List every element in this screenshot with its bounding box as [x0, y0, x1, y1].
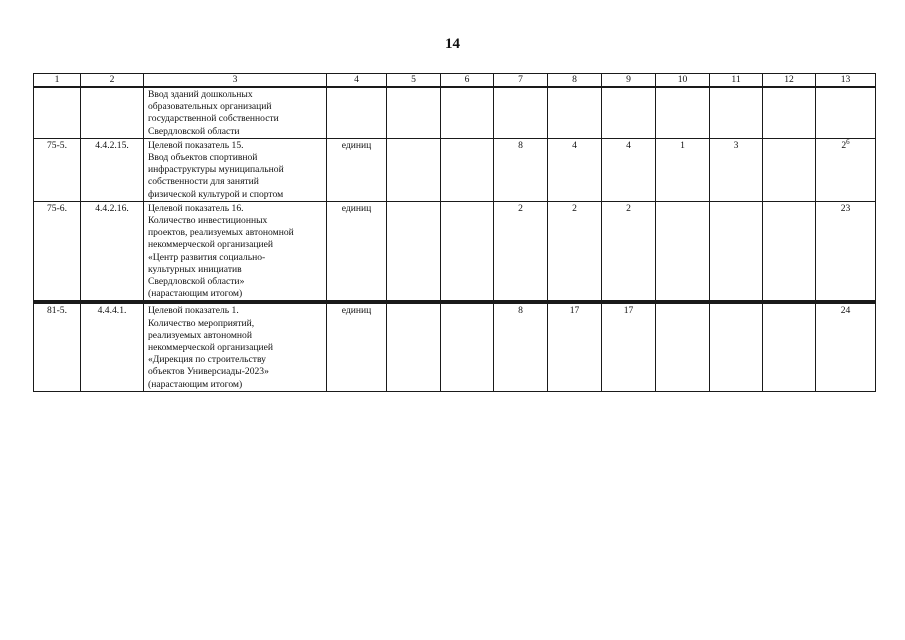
table-row: [34, 87, 876, 138]
column-number: 7: [494, 74, 548, 88]
row-number: 75-6.: [34, 201, 81, 301]
value-cell: [441, 201, 494, 301]
description-line: Свердловской области»: [148, 276, 245, 288]
column-number: 5: [387, 74, 441, 88]
value-cell: [548, 87, 602, 138]
footnote-mark: 6: [846, 138, 850, 146]
row-number: [34, 87, 81, 138]
description-line: (нарастающим итогом): [148, 288, 243, 300]
row-description: [144, 201, 327, 301]
column-number: 10: [656, 74, 710, 88]
description-line: некоммерческой организацией: [148, 342, 273, 354]
row-unit: [327, 87, 387, 138]
column-number: 13: [816, 74, 876, 88]
description-line: Целевой показатель 16.: [148, 202, 244, 214]
column-number: 8: [548, 74, 602, 88]
description-line: Ввод объектов спортивной: [148, 152, 258, 164]
column-number: 3: [144, 74, 327, 88]
description-line: Количество мероприятий,: [148, 317, 255, 329]
value-cell: [387, 138, 441, 201]
value-cell: [710, 303, 763, 391]
row-description: [144, 87, 327, 138]
column-number: 2: [81, 74, 144, 88]
value-cell: 17: [548, 303, 602, 391]
value-cell: 4: [602, 138, 656, 201]
value-cell: [494, 87, 548, 138]
description-line: Свердловской области: [148, 125, 240, 137]
value-cell: [763, 87, 816, 138]
description-line: Целевой показатель 1.: [148, 305, 239, 317]
column-number: 1: [34, 74, 81, 88]
description-line: Целевой показатель 15.: [148, 139, 244, 151]
row-code: [81, 87, 144, 138]
description-line: физической культурой и спортом: [148, 188, 284, 200]
description-line: государственной собственности: [148, 113, 279, 125]
value-cell: 2: [548, 201, 602, 301]
value-cell: [710, 87, 763, 138]
row-code: 4.4.2.15.: [81, 138, 144, 201]
value-cell: [387, 303, 441, 391]
value-cell: [763, 201, 816, 301]
value-cell: [387, 87, 441, 138]
row-unit: единиц: [327, 201, 387, 301]
value-cell: [441, 303, 494, 391]
value-cell: [816, 138, 876, 201]
description-line: реализуемых автономной: [148, 329, 252, 341]
description-line: проектов, реализуемых автономной: [148, 227, 294, 239]
page-number: 14: [445, 36, 460, 52]
description-line: объектов Универсиады-2023»: [148, 366, 269, 378]
table-row: [34, 201, 876, 301]
row-number: 81-5.: [34, 303, 81, 391]
description-line: собственности для занятий: [148, 176, 259, 188]
value-cell: 2: [494, 201, 548, 301]
row-unit: единиц: [327, 303, 387, 391]
value-cell: [602, 87, 656, 138]
description-line: «Дирекция по строительству: [148, 354, 266, 366]
value-cell: [763, 138, 816, 201]
row-description: [144, 138, 327, 201]
value-cell: [816, 303, 876, 391]
column-number: 4: [327, 74, 387, 88]
value-cell: [656, 87, 710, 138]
row-code: 4.4.4.1.: [81, 303, 144, 391]
column-number: 11: [710, 74, 763, 88]
description-line: (нарастающим итогом): [148, 378, 243, 390]
value-cell: 8: [494, 303, 548, 391]
value-cell: [441, 138, 494, 201]
value-cell: 4: [548, 138, 602, 201]
value-cell: 3: [710, 138, 763, 201]
table-row: [34, 303, 876, 391]
row-code: 4.4.2.16.: [81, 201, 144, 301]
column-number: 12: [763, 74, 816, 88]
value-cell: 8: [494, 138, 548, 201]
description-line: «Центр развития социально-: [148, 251, 266, 263]
total-value: 23: [840, 202, 851, 214]
description-line: культурных инициатив: [148, 263, 242, 275]
total-value: 2: [841, 139, 847, 151]
value-cell: [816, 87, 876, 138]
indicators-table: [33, 73, 876, 392]
description-line: Количество инвестиционных: [148, 215, 268, 227]
table-row: [34, 138, 876, 201]
value-cell: [387, 201, 441, 301]
value-cell: [763, 303, 816, 391]
description-line: Ввод зданий дошкольных: [148, 89, 253, 100]
value-cell: [441, 87, 494, 138]
value-cell: 1: [656, 138, 710, 201]
column-number: 6: [441, 74, 494, 88]
value-cell: [656, 201, 710, 301]
description-line: инфраструктуры муниципальной: [148, 164, 284, 176]
row-description: [144, 303, 327, 391]
row-number: 75-5.: [34, 138, 81, 201]
value-cell: [656, 303, 710, 391]
description-line: некоммерческой организацией: [148, 239, 273, 251]
total-value: 24: [840, 305, 851, 317]
description-line: образовательных организаций: [148, 101, 272, 113]
value-cell: 2: [602, 201, 656, 301]
row-unit: единиц: [327, 138, 387, 201]
value-cell: [710, 201, 763, 301]
value-cell: 17: [602, 303, 656, 391]
value-cell: [816, 201, 876, 301]
column-number: 9: [602, 74, 656, 88]
column-number-row: [34, 74, 876, 88]
